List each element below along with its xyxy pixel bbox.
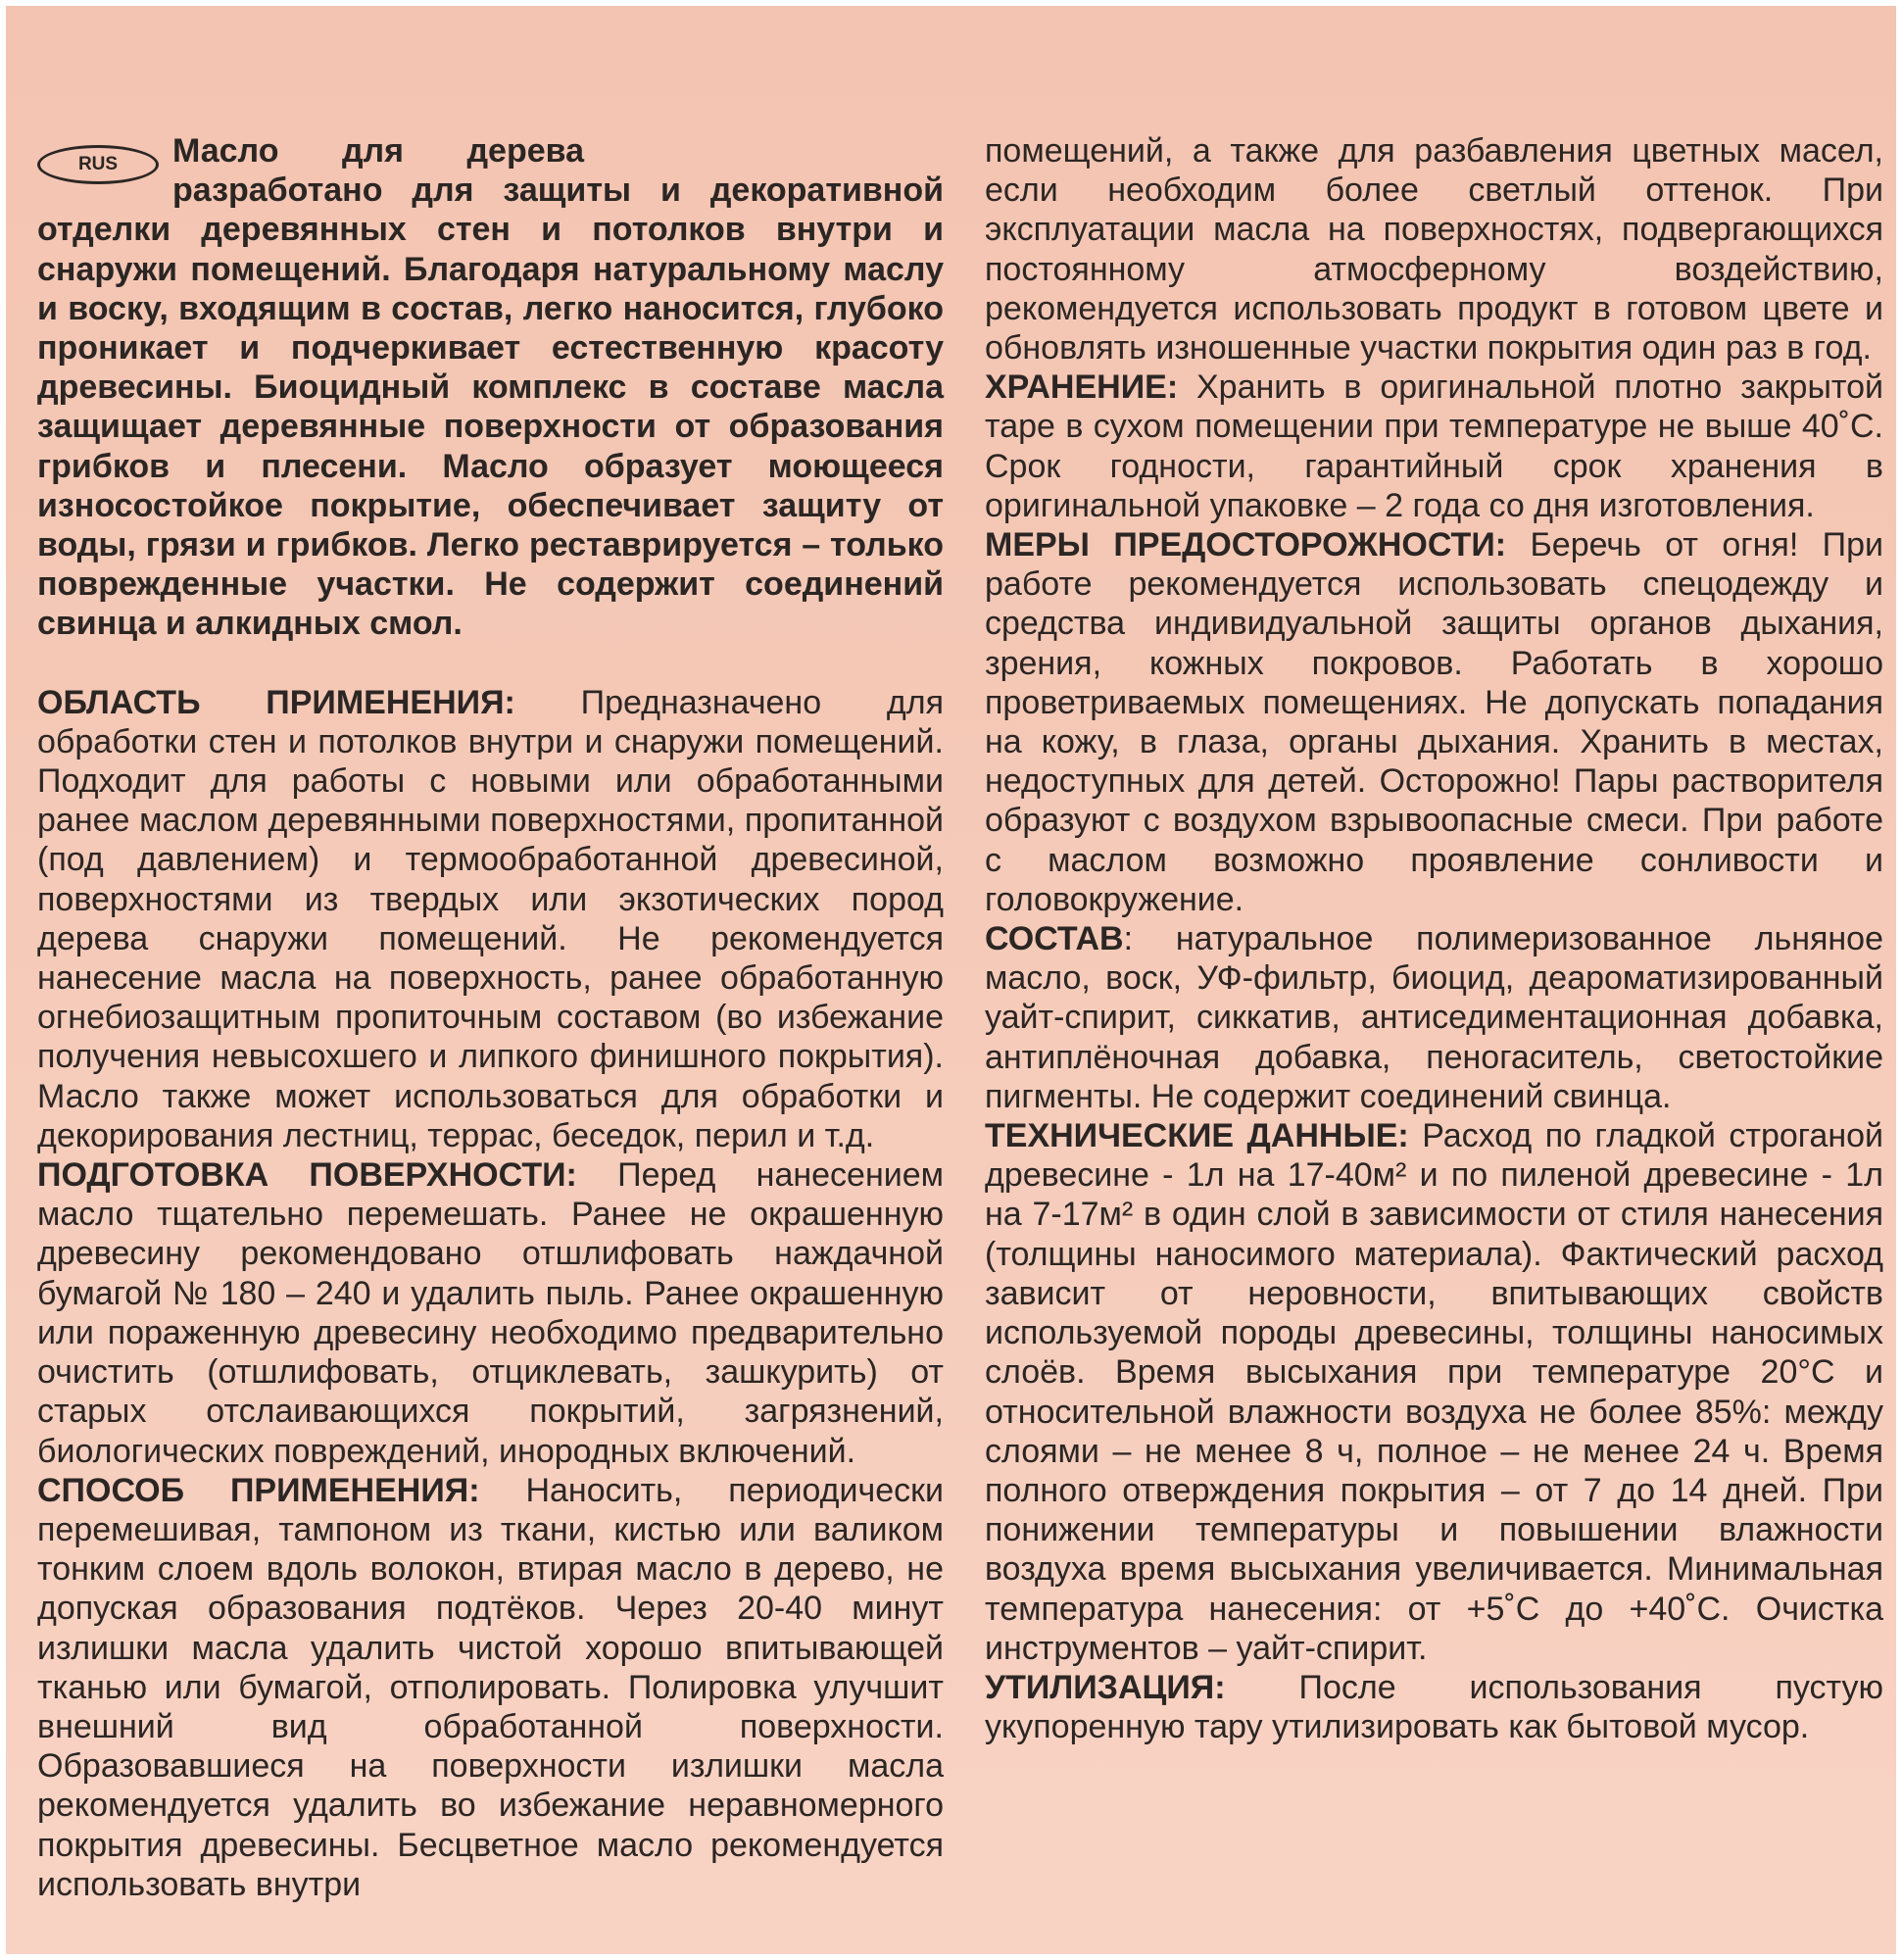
section-text: Наносить, периодически перемешивая, тампоном из ткани, кистью или валиком тонким слоем вдоль волокон, втирая масло в дерево, не допуская образования подтёков. Через 20-40 минут излишки масла удалить чистой хорошо впитывающей тканью или бумагой, отполировать. Полировка улучшит внешний вид обработанной поверхности. Образовавшиеся на поверхности излишки масла рекомендуется удалить во избежание неравномерного покрытия древесины. Бесцветное масло рекомендуется использовать внутри [37, 1471, 944, 1903]
section-text: Предназначено для обработки стен и потолков внутри и снаружи помещений. Подходит для работы с новыми или обработанными ранее маслом деревянными поверхностями, пропитанной (под давлением) и термообработанной древесиной, поверхностями из твердых или экзотических пород дерева снаружи помещений. Не рекомендуется нанесение масла на поверхность, ранее обработанную огнебиозащитным пропиточным составом (во избежание получения невысохшего и липкого финишного покрытия). Масло также может использоваться для обработки и декорирования лестниц, террас, беседок, перил и т.д. [37, 683, 944, 1154]
section-heading: МЕРЫ ПРЕДОСТОРОЖНОСТИ: [985, 526, 1507, 564]
section-heading: СОСТАВ [985, 920, 1124, 958]
section-text: После использования пустую укупоренную тару утилизировать как бытовой мусор. [985, 1668, 1883, 1746]
title-word: для [341, 132, 404, 170]
section-storage [985, 368, 1883, 525]
section-text: : натуральное полимеризованное льняное масло, воск, УФ-фильтр, биоцид, деароматизированный уайт-спирит, сиккатив, антиседиментационная добавка, антиплёночная добавка, пеногаситель, светостойкие пигменты. Не содержит соединений свинца. [985, 920, 1883, 1115]
section-heading: ПОДГОТОВКА ПОВЕРХНОСТИ: [37, 1156, 577, 1195]
section-text: Расход по гладкой строганой древесине - 1л на 17-40м² и по пиленой древесине - 1л на 7-17м² в один слой в зависимости от стиля нанесения (толщины наносимого материала). Фактический расход зависит от неровности, впитывающих свойств используемой породы древесины, толщины наносимых слоёв. Время высыхания при температуре 20°С и относительной влажности воздуха не более 85%: между слоями – не менее 8 ч, полное – не менее 24 ч. Время полного отверждения покрытия – от 7 до 14 дней. При понижении температуры и повышении влажности воздуха время высыхания увеличивается. Минимальная температура нанесения: от +5˚С до +40˚С. Очистка инструментов – уайт-спирит. [985, 1117, 1883, 1667]
section-text: помещений, а также для разбавления цветных масел, если необходим более светлый оттенок. При эксплуатации масла на поверхностях, подвергающихся постоянному атмосферному воздействию, рекомендуется использовать продукт в готовом цвете и обновлять изношенные участки покрытия один раз в год. [985, 132, 1883, 368]
label-page [6, 6, 1896, 1954]
section-heading: ТЕХНИЧЕСКИЕ ДАННЫЕ: [985, 1117, 1409, 1155]
section-precautions [985, 525, 1883, 919]
section-method [37, 1471, 944, 1904]
intro-text: разработано для защиты и декоративной отделки деревянных стен и потолков внутри и снаружи помещений. Благодаря натуральному маслу и воску, входящим в состав, легко наносится, глубоко проникает и подчеркивает естественную красоту древесины. Биоцидный комплекс в составе масла защищает деревянные поверхности от образования грибков и плесени. Масло образует моющееся износостойкое покрытие, обеспечивает защиту от воды, грязи и грибков. Легко реставрируется – только поврежденные участки. Не содержит соединений свинца и алкидных смол. [37, 172, 944, 643]
section-heading: СПОСОБ ПРИМЕНЕНИЯ: [37, 1471, 480, 1509]
section-surface-prep [37, 1155, 944, 1471]
section-heading: УТИЛИЗАЦИЯ: [985, 1668, 1226, 1706]
section-method-continued [985, 131, 1883, 368]
title-word: Масло [172, 132, 279, 170]
section-text: Хранить в оригинальной плотно закрытой таре в сухом помещении при температуре не выше 40˚С. Срок годности, гарантийный срок хранения в оригинальной упаковке – 2 года со дня изготовления. [985, 368, 1883, 524]
section-disposal [985, 1668, 1883, 1746]
intro-heading [37, 131, 944, 174]
section-technical [985, 1116, 1883, 1668]
product-title [172, 131, 584, 171]
rus-language-badge: RUS [37, 145, 159, 184]
section-heading: ХРАНЕНИЕ: [985, 368, 1179, 407]
section-text: Перед нанесением масло тщательно перемешать. Ранее не окрашенную древесину рекомендовано отшлифовать наждачной бумагой № 180 – 240 и удалить пыль. Ранее окрашенную или пораженную древесину необходимо предварительно очистить (отшлифовать, отциклевать, зашкурить) от старых отслаивающихся покрытий, загрязнений, биологических повреждений, инородных включений. [37, 1156, 945, 1470]
right-column [985, 131, 1883, 1746]
section-composition [985, 919, 1883, 1116]
section-application-area [37, 683, 944, 1155]
section-heading: ОБЛАСТЬ ПРИМЕНЕНИЯ: [37, 683, 515, 721]
section-text: Беречь от огня! При работе рекомендуется использовать спецодежду и средства индивидуальной защиты органов дыхания, зрения, кожных покровов. Работать в хорошо проветриваемых помещениях. Не допускать попадания на кожу, в глаза, органы дыхания. Хранить в местах, недоступных для детей. Осторожно! Пары растворителя образуют с воздухом взрывоопасные смеси. При работе с маслом возможно проявление сонливости и головокружение. [985, 526, 1883, 918]
left-column [37, 131, 944, 1904]
title-word: дерева [466, 132, 584, 170]
spacer [37, 644, 944, 683]
intro-block [37, 131, 944, 644]
